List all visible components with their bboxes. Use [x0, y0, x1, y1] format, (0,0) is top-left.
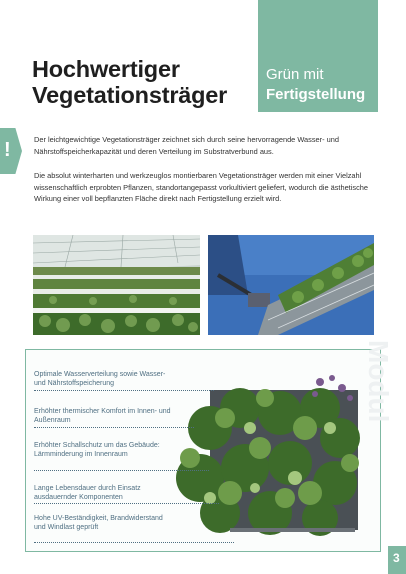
- plant-module-illustration: [170, 368, 365, 538]
- feature-item-3: Erhöhter Schallschutz um das Gebäude: Lärmminderung im Innenraum: [34, 442, 160, 458]
- leader-line-4: [34, 503, 219, 504]
- intro-paragraph: Der leichtgewichtige Vegetationsträger zeichnet sich durch seine hervorragende Wasser- und Nährstoffspeicherkapazität und deren Verteilung im Substratverbund aus.: [34, 135, 339, 156]
- leader-line-2: [34, 427, 194, 428]
- exclamation-icon: !: [4, 139, 11, 161]
- leader-line-5: [34, 542, 234, 543]
- detail-paragraph: Die absolut winterharten und werkzeuglos montierbaren Vegetationsträger werden mit einer Vielzahl wissenschaftlich erprobten Pflanzen, standortangepasst vorkultiviert geliefert, wodurch die ästhetische Wirkung einer voll bepflanzten Fläche direkt nach Fertigstellung erzielt wird.: [34, 171, 368, 203]
- watermark-text: Modul: [363, 340, 394, 423]
- page-title-line2: Vegetationsträger: [32, 82, 228, 108]
- crane-installation-photo: [208, 235, 374, 335]
- page-title-line1: Hochwertiger: [32, 56, 180, 82]
- page-title: [32, 56, 262, 108]
- feature-item-2: Erhöhter thermischer Komfort im Innen- und Außenraum: [34, 408, 171, 424]
- tagline-bold: Fertigstellung: [266, 86, 366, 103]
- tagline-regular: Grün mit: [266, 66, 324, 83]
- leader-line-1: [34, 390, 214, 391]
- page-number: 3: [393, 551, 400, 565]
- feature-item-4: Lange Lebensdauer durch Einsatz ausdauernder Komponenten: [34, 485, 141, 501]
- leader-line-3: [34, 470, 209, 471]
- feature-item-1: Optimale Wasserverteilung sowie Wasser- und Nährstoffspeicherung: [34, 371, 166, 387]
- feature-item-5: Hohe UV-Beständigkeit, Brandwiderstand und Windlast geprüft: [34, 515, 163, 531]
- greenhouse-photo: [33, 235, 200, 335]
